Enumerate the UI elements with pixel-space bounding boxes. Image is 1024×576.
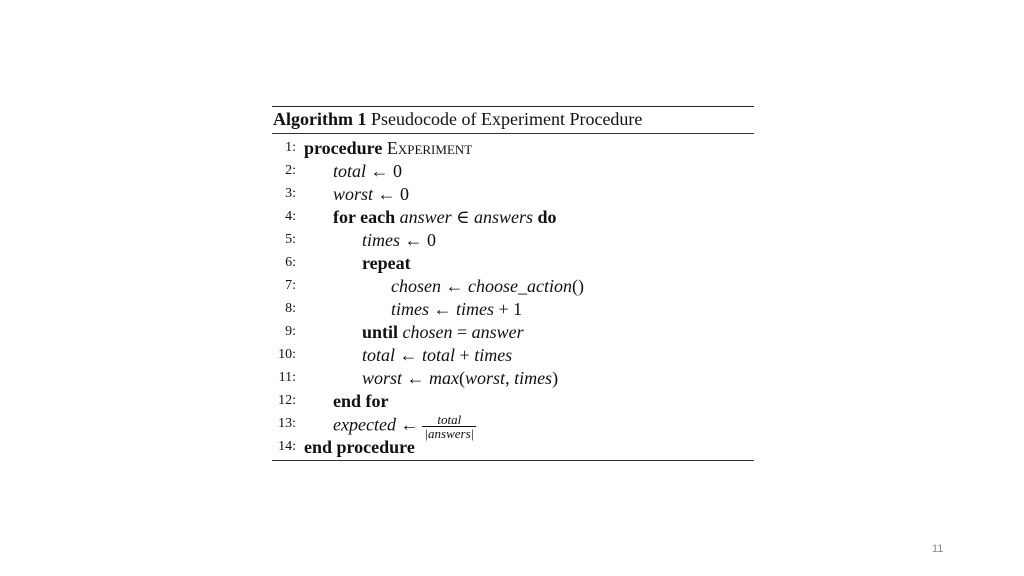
code-token: total <box>362 345 396 365</box>
line-number: 6: <box>285 255 296 270</box>
line-number: 12: <box>278 393 296 408</box>
code-token: ) <box>552 368 559 388</box>
code-text <box>333 160 402 182</box>
bottom-rule <box>272 460 754 461</box>
code-token: repeat <box>362 253 411 273</box>
line-number: 4: <box>285 209 296 224</box>
code-token: times <box>362 230 400 250</box>
code-token: end for <box>333 391 389 411</box>
code-token: + 1 <box>494 299 523 319</box>
code-token: procedure <box>304 138 387 158</box>
top-rule <box>272 106 754 107</box>
code-token: = <box>452 322 472 342</box>
fraction-denominator: |answers| <box>424 426 475 441</box>
code-token: Experiment <box>386 138 473 158</box>
code-token: times <box>514 368 553 388</box>
code-token: ( <box>459 368 466 388</box>
line-number: 2: <box>285 163 296 178</box>
code-token: worst <box>333 184 374 204</box>
code-text <box>304 137 472 159</box>
algorithm-label: Algorithm 1 <box>273 109 367 129</box>
code-token: ← 0 <box>366 161 403 181</box>
code-token: ← <box>402 368 430 388</box>
code-text <box>333 390 389 412</box>
line-number: 5: <box>285 232 296 247</box>
code-token: until <box>362 322 403 342</box>
code-token: total <box>333 161 367 181</box>
code-token: chosen <box>391 276 441 296</box>
line-number: 9: <box>285 324 296 339</box>
code-token: times <box>474 345 513 365</box>
code-line <box>272 321 754 343</box>
line-number: 3: <box>285 186 296 201</box>
code-line <box>272 206 754 228</box>
line-number: 13: <box>278 416 296 431</box>
code-token: + <box>455 345 475 365</box>
page-number: 11 <box>932 543 944 555</box>
code-line <box>272 344 754 366</box>
code-token: times <box>391 299 429 319</box>
code-token: expected <box>333 414 396 435</box>
algorithm-caption <box>273 109 642 130</box>
code-token: end procedure <box>304 437 415 457</box>
code-text <box>333 183 409 205</box>
line-number: 7: <box>285 278 296 293</box>
code-token: () <box>571 276 584 296</box>
code-line <box>272 160 754 182</box>
algorithm-title: Pseudocode of Experiment Procedure <box>371 109 643 129</box>
line-number: 14: <box>278 439 296 454</box>
code-token: total <box>422 345 456 365</box>
code-token: for each <box>333 207 400 227</box>
code-token: times <box>456 299 494 319</box>
fraction-numerator: total <box>422 413 476 427</box>
code-line <box>272 390 754 412</box>
line-number: 1: <box>285 140 296 155</box>
code-text <box>362 229 436 251</box>
code-line <box>272 436 754 458</box>
code-text <box>362 252 411 274</box>
line-number: 11: <box>278 370 296 385</box>
code-line <box>272 367 754 389</box>
code-line <box>272 137 754 159</box>
code-token: max <box>429 368 460 388</box>
code-token: ∈ <box>451 207 474 227</box>
code-token: ← <box>440 276 468 296</box>
line-number: 10: <box>278 347 296 362</box>
code-text <box>391 298 522 320</box>
code-token: worst <box>362 368 403 388</box>
code-token: do <box>533 207 557 227</box>
code-text <box>362 344 512 366</box>
code-line <box>272 252 754 274</box>
code-token: worst <box>465 368 506 388</box>
code-text <box>333 206 557 228</box>
code-token: answer <box>471 322 524 342</box>
code-token: ← 0 <box>400 230 436 250</box>
code-token: ← <box>395 345 423 365</box>
code-text <box>391 275 584 297</box>
code-token: choose_action <box>467 276 572 296</box>
code-line <box>272 229 754 251</box>
code-line <box>272 412 754 441</box>
code-token: chosen <box>402 322 453 342</box>
code-text <box>304 436 415 458</box>
code-token: , <box>505 368 515 388</box>
code-text <box>362 321 524 343</box>
code-token: answers <box>474 207 534 227</box>
line-number: 8: <box>285 301 296 316</box>
code-text <box>362 367 558 389</box>
caption-rule <box>272 133 754 134</box>
code-token: ← <box>395 414 419 435</box>
code-token: ← <box>429 299 456 319</box>
code-line <box>272 298 754 320</box>
code-line <box>272 275 754 297</box>
code-token: ← 0 <box>373 184 410 204</box>
code-token: answer <box>399 207 452 227</box>
code-line <box>272 183 754 205</box>
